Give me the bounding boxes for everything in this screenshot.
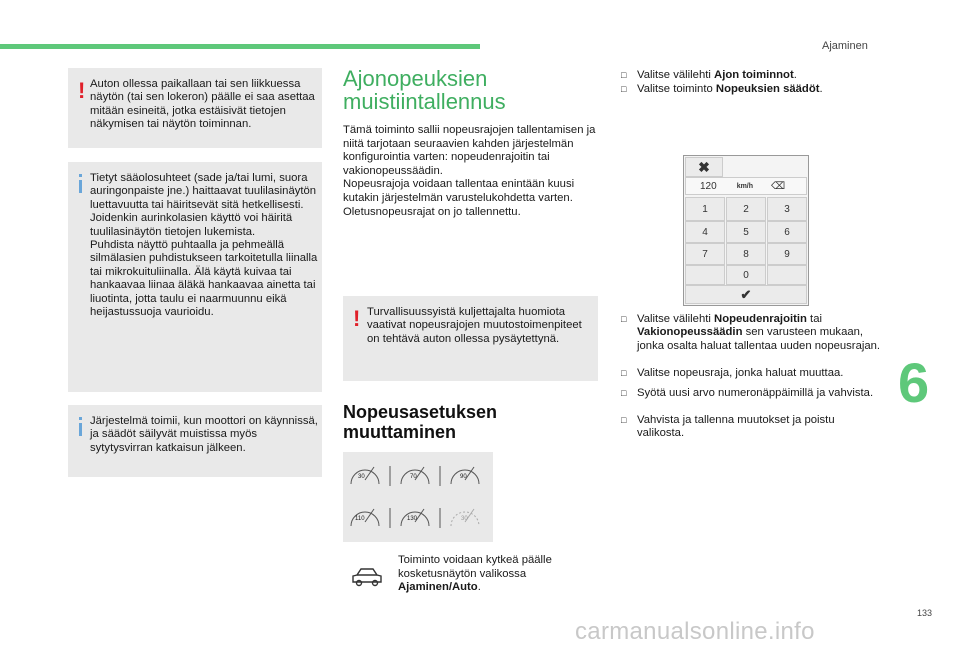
step-text-end: sen varusteen mukaan, jonka osalta haluat tallentaa uuden nopeusrajan. [637,326,881,352]
checkbox-icon: □ [621,388,627,398]
chapter-title: Ajaminen [822,40,868,52]
car-icon [350,565,384,589]
step-bold: Nopeudenrajoitin [714,313,807,325]
warning-box-display [68,68,322,148]
step-enter-value [621,387,883,400]
checkbox-icon: □ [621,415,627,425]
info-text: Tietyt sääolosuhteet (sade ja/tai lumi, suora auringonpaiste jne.) haittaavat tuulilasinäytön luettavuutta tai häiritsevät sitä hetkellisesti. Joidenkin aurinkolasien käyttö voi häiritä tuulilasinäytön tietojen lukemista. Puhdista näyttö puhtaalla ja pehmeällä silmälasien puhdistukseen tarkoitetulla liinalla tai mikrokuituliinalla. Älä käytä kuivaa tai hankaavaa liinaa äläkä hankaavaa ainetta tai liuotinta, jotta taulu ei naarmuunnu eikä heijastussuoja vaurioidu. [90,172,318,319]
keypad-key[interactable]: 4 [685,221,725,243]
gauge-speed-label: 30 [358,474,365,480]
car-note-end: . [477,581,481,594]
speed-keypad-screen [683,155,809,306]
car-note-text: Toiminto voidaan kytkeä päälle kosketusnäytön valikossa [398,554,552,580]
intro-paragraph: Tämä toiminto sallii nopeusrajojen tallentamisen ja niitä tarjotaan seuraavien kahden järjestelmän konfigurointia varten: nopeudenrajoitin tai vakionopeussäädin. Nopeusrajoja voidaan tallentaa enintään kuusi kutakin järjestelmän varustelukohdetta varten. Oletusnopeusrajat on jo tallennettu. [343,124,596,218]
speed-gauges-image [343,452,493,542]
step-text: Valitse nopeusraja, jonka haluat muuttaa. [637,367,844,379]
keypad-key[interactable]: 8 [726,243,766,265]
checkbox-icon: □ [621,314,627,324]
step-text: tai [806,313,822,325]
step-bold: Ajon toiminnot [714,69,794,81]
checkbox-icon: □ [621,84,627,94]
speed-unit: km/h [736,182,754,190]
car-note [398,554,578,595]
step-text: Syötä uusi arvo numeronäppäimillä ja vahvista. [637,387,874,399]
confirm-button[interactable] [685,285,807,304]
speed-value: 120 [700,180,717,192]
step-text-end: . [793,69,797,81]
gauge-speed-label: 130 [407,516,418,522]
info-box-visibility [68,162,322,392]
watermark: carmanualsonline.info [575,618,815,645]
backspace-icon[interactable]: ⌫ [771,180,786,192]
keypad-key[interactable]: 7 [685,243,725,265]
section-title: Ajonopeuksien muistiintallennus [343,66,506,114]
keypad-key[interactable]: 0 [726,265,766,285]
gauge-speed-label: 30 [461,516,468,522]
step-bold: Vakionopeussäädin [637,326,743,339]
step-select-limiter-or-cruise [621,313,883,353]
warning-icon: ! [353,306,361,331]
close-button[interactable] [685,157,723,177]
subsection-title: Nopeusasetuksen muuttaminen [343,402,498,442]
speed-value-field[interactable] [685,177,807,195]
keypad-key-empty [767,265,807,285]
checkbox-icon: □ [621,368,627,378]
step-text-end: . [819,83,823,95]
info-text: Järjestelmä toimii, kun moottori on käynnissä, ja säädöt säilyvät muistissa myös sytytysvirran katkaisun jälkeen. [90,415,318,454]
gauge-speed-label: 70 [410,474,417,480]
warning-text: Turvallisuussyistä kuljettajalta huomiota vaativat nopeusrajojen muutostoimenpiteet on tehtävä auton ollessa pysäytettynä. [367,306,582,345]
step-text: Valitse välilehti [637,313,715,325]
step-text: Vahvista ja tallenna muutokset ja poistu valikosta. [637,414,835,440]
keypad-key[interactable]: 2 [726,197,766,221]
warning-icon: ! [78,78,86,103]
info-icon [79,423,82,436]
step-select-speed-limit [621,367,883,380]
keypad-key[interactable]: 3 [767,197,807,221]
step-text: Valitse välilehti [637,69,715,81]
step-bold: Nopeuksien säädöt [715,83,820,95]
keypad-key[interactable]: 9 [767,243,807,265]
check-icon: ✔ [740,286,752,302]
car-note-menu-path: Ajaminen/Auto [398,581,478,594]
keypad-key[interactable]: 5 [726,221,766,243]
step-select-speed-settings [621,83,881,96]
gauge-speed-label: 110 [355,516,365,522]
chapter-number: 6 [898,351,930,414]
checkbox-icon: □ [621,70,627,80]
keypad-key[interactable]: 1 [685,197,725,221]
info-box-memory [68,405,322,477]
gauge-speed-label: 90 [460,474,467,480]
keypad-key-empty [685,265,725,285]
step-select-tab-driving [621,69,881,82]
close-icon: ✖ [698,158,710,175]
chapter-color-bar [0,44,480,49]
step-text: Valitse toiminto [637,83,716,95]
step-confirm-save [621,414,883,441]
keypad-key[interactable]: 6 [767,221,807,243]
page-number: 133 [917,608,933,618]
warning-text: Auton ollessa paikallaan tai sen liikkuessa näytön (tai sen lokeron) päälle ei saa asettaa mitään esineitä, jotka estäisivät tietojen näkymisen tai näytön toiminnan. [90,78,315,131]
warning-box-safety [343,296,598,381]
info-icon [79,180,82,193]
speed-gauges-graphic [343,452,493,542]
